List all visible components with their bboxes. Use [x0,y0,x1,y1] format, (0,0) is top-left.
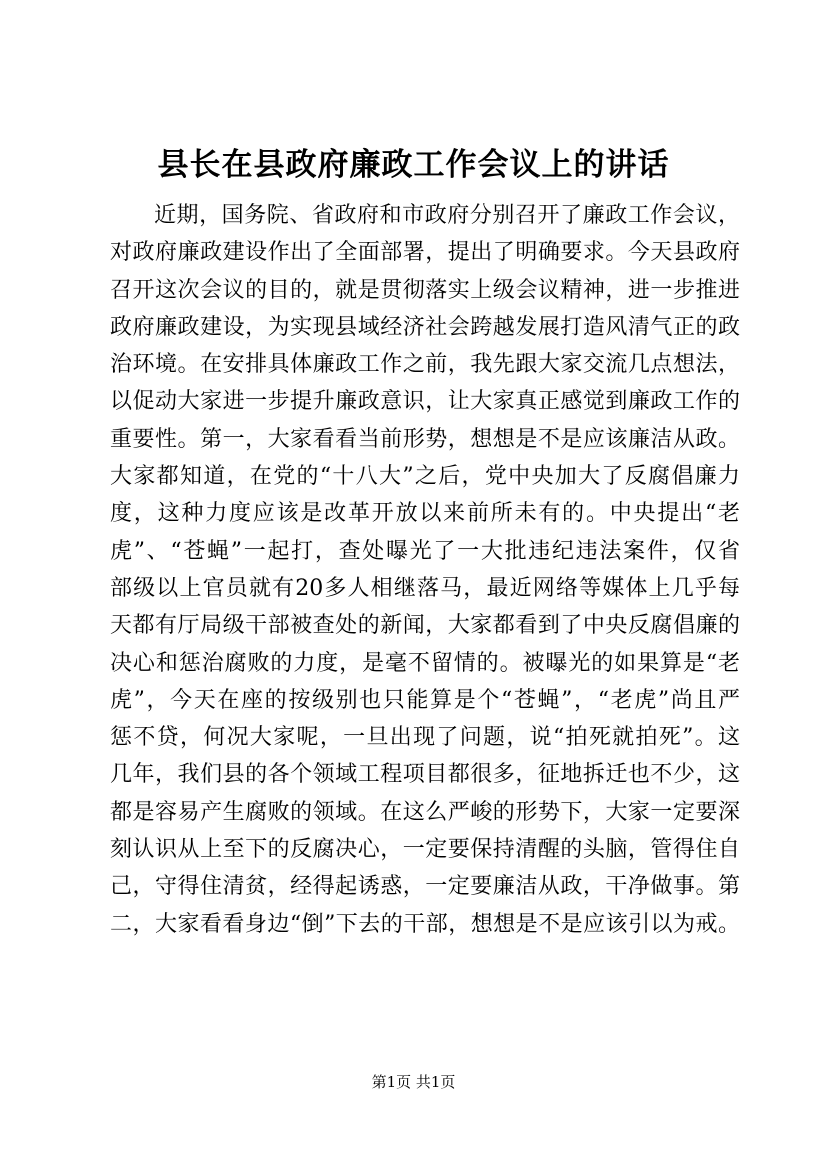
text-line: 几年，我们县的各个领域工程项目都很多，征地拆迁也不少，这 [110,762,740,788]
text-line: 度，这种力度应该是改革开放以来前所未有的。中央提出“老 [110,501,740,527]
text-line: 对政府廉政建设作出了全面部署，提出了明确要求。今天县政府 [110,240,740,266]
document-body [110,197,740,943]
text-line: 重要性。第一，大家看看当前形势，想想是不是应该廉洁从政。 [110,426,740,452]
text-line: 刻认识从上至下的反腐决心，一定要保持清醒的头脑，管得住自 [110,837,740,863]
text-line: 近期，国务院、省政府和市政府分别召开了廉政工作会议， [154,203,740,228]
text-line: 惩不贷，何况大家呢，一旦出现了问题，说“拍死就拍死”。这 [110,725,740,751]
text-line: 虎”，今天在座的按级别也只能算是个“苍蝇”，“老虎”尚且严 [110,687,740,713]
page-number-footer: 第1页 共1页 [371,1073,456,1091]
text-line: 天都有厅局级干部被查处的新闻，大家都看到了中央反腐倡廉的 [110,613,740,639]
text-line: 二，大家看看身边“倒”下去的干部，想想是不是应该引以为戒。 [110,911,740,937]
document-title: 县长在县政府廉政工作会议上的讲话 [157,147,670,183]
text-line: 决心和惩治腐败的力度，是毫不留情的。被曝光的如果算是“老 [110,650,740,676]
text-line: 治环境。在安排具体廉政工作之前，我先跟大家交流几点想法， [110,352,740,378]
text-line: 以促动大家进一步提升廉政意识，让大家真正感觉到廉政工作的 [110,389,740,415]
text-line: 己，守得住清贫，经得起诱惑，一定要廉洁从政，干净做事。第 [110,874,740,900]
text-line: 政府廉政建设，为实现县域经济社会跨越发展打造风清气正的政 [110,314,740,340]
text-line: 都是容易产生腐败的领域。在这么严峻的形势下，大家一定要深 [110,799,740,825]
text-line: 部级以上官员就有20多人相继落马，最近网络等媒体上几乎每 [110,575,740,601]
text-line: 召开这次会议的目的，就是贯彻落实上级会议精神，进一步推进 [110,277,740,303]
text-line: 大家都知道，在党的“十八大”之后，党中央加大了反腐倡廉力 [110,464,740,490]
text-line: 虎”、“苍蝇”一起打，查处曝光了一大批违纪违法案件，仅省 [110,538,740,564]
